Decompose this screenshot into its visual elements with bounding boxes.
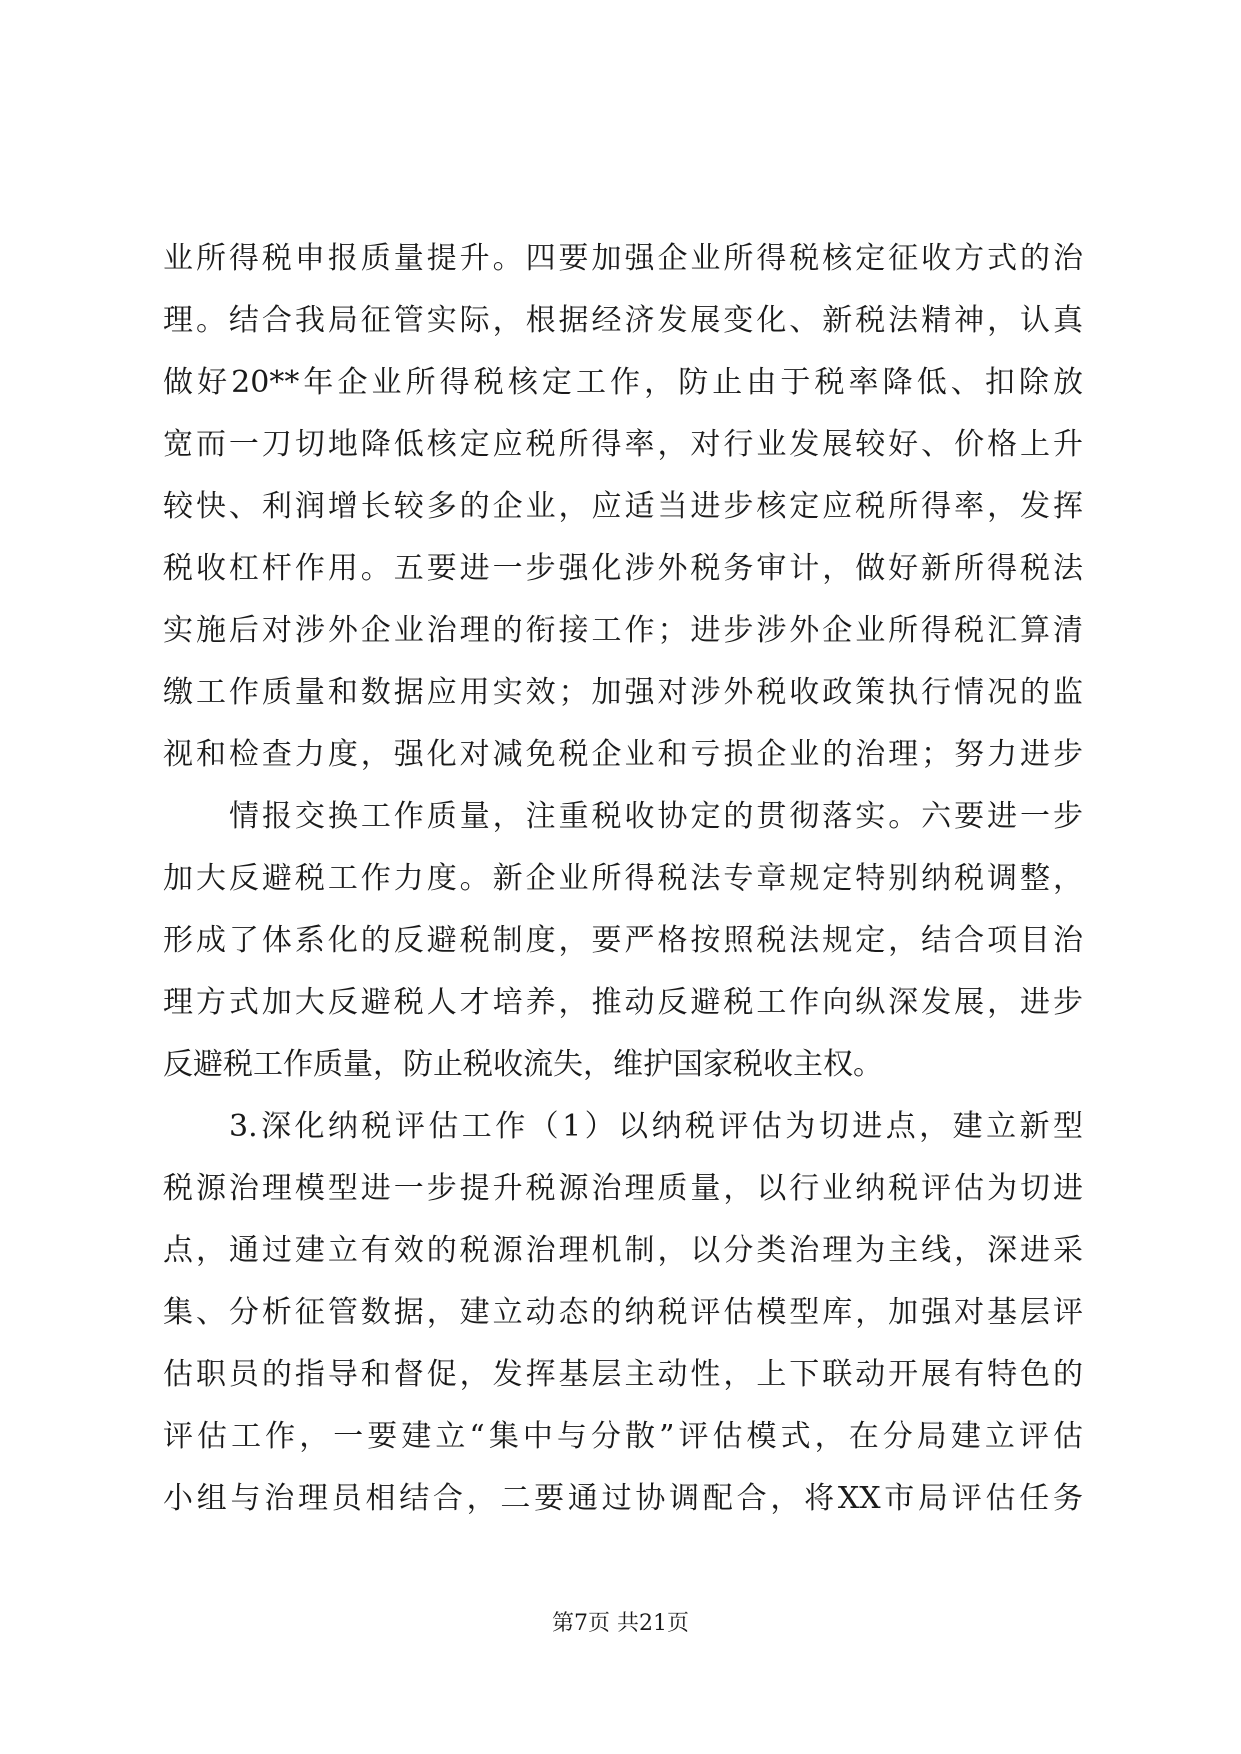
text-line: 税收杠杆作用。五要进一步强化涉外税务审计，做好新所得税法 xyxy=(163,551,1083,586)
text-line: 做好20**年企业所得税核定工作，防止由于税率降低、扣除放 xyxy=(163,365,1083,400)
text-line: 业所得税申报质量提升。四要加强企业所得税核定征收方式的治 xyxy=(163,241,1083,276)
text-line: 加大反避税工作力度。新企业所得税法专章规定特别纳税调整， xyxy=(163,861,1083,896)
text-line: 点，通过建立有效的税源治理机制，以分类治理为主线，深进采 xyxy=(163,1233,1083,1268)
text-line: 估职员的指导和督促，发挥基层主动性，上下联动开展有特色的 xyxy=(163,1357,1083,1392)
text-line: 集、分析征管数据，建立动态的纳税评估模型库，加强对基层评 xyxy=(163,1295,1083,1330)
text-line: 视和检查力度，强化对减免税企业和亏损企业的治理；努力进步 xyxy=(163,737,1083,772)
document-body xyxy=(163,228,1083,1530)
text-line: 小组与治理员相结合，二要通过协调配合，将XX市局评估任务 xyxy=(163,1481,1083,1516)
text-line: 宽而一刀切地降低核定应税所得率，对行业发展较好、价格上升 xyxy=(163,427,1083,462)
text-line: 3.深化纳税评估工作（1）以纳税评估为切进点，建立新型 xyxy=(229,1109,1083,1144)
text-line: 反避税工作质量，防止税收流失，维护国家税收主权。 xyxy=(163,1047,883,1082)
text-line: 税源治理模型进一步提升税源治理质量，以行业纳税评估为切进 xyxy=(163,1171,1083,1206)
text-line: 实施后对涉外企业治理的衔接工作；进步涉外企业所得税汇算清 xyxy=(163,613,1083,648)
text-line: 情报交换工作质量，注重税收协定的贯彻落实。六要进一步 xyxy=(229,799,1083,834)
text-line: 理方式加大反避税人才培养，推动反避税工作向纵深发展，进步 xyxy=(163,985,1083,1020)
text-line: 理。结合我局征管实际，根据经济发展变化、新税法精神，认真 xyxy=(163,303,1083,338)
page-number: 第7页 共21页 xyxy=(552,1611,689,1636)
text-line: 较快、利润增长较多的企业，应适当进步核定应税所得率，发挥 xyxy=(163,489,1083,524)
text-line: 评估工作，一要建立“集中与分散”评估模式，在分局建立评估 xyxy=(163,1419,1083,1454)
text-line: 形成了体系化的反避税制度，要严格按照税法规定，结合项目治 xyxy=(163,923,1083,958)
text-line: 缴工作质量和数据应用实效；加强对涉外税收政策执行情况的监 xyxy=(163,675,1083,710)
